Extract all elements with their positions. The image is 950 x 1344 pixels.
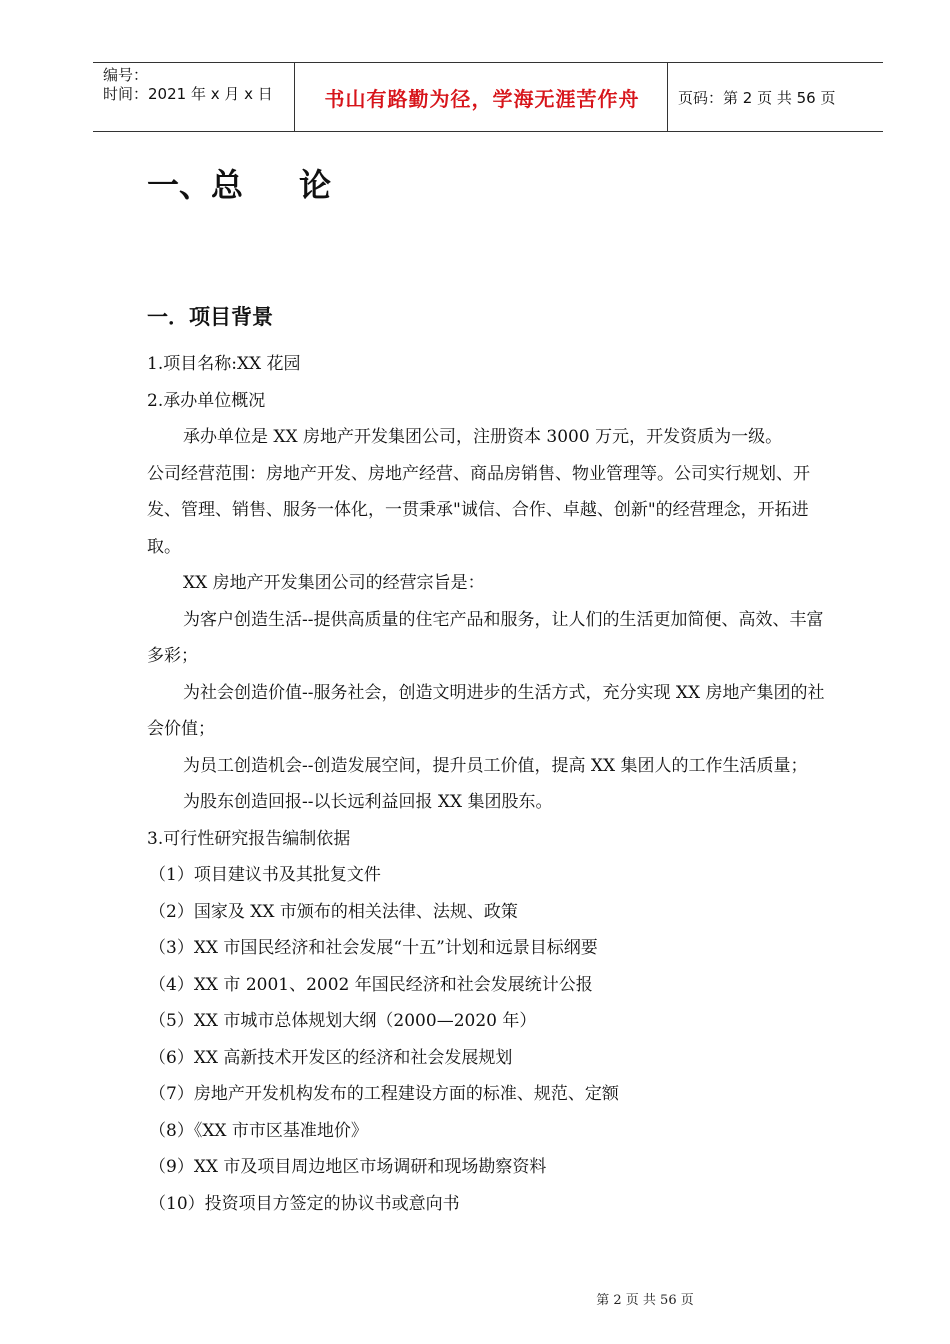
time-label: 时间：2021 年 x 月 x 日	[103, 85, 273, 103]
paragraph: XX 房地产开发集团公司的经营宗旨是：	[183, 573, 485, 593]
reference-item: （1）项目建议书及其批复文件	[149, 865, 381, 885]
page-header	[93, 62, 883, 132]
section-title: 一．项目背景	[147, 305, 273, 329]
header-meta	[103, 66, 273, 104]
chapter-title-part1: 一、总	[147, 166, 244, 204]
paragraph: 1.项目名称:XX 花园	[147, 354, 301, 374]
paragraph: 3.可行性研究报告编制依据	[147, 828, 351, 849]
paragraph: 2.承办单位概况	[147, 390, 266, 411]
paragraph: 公司经营范围：房地产开发、房地产经营、商品房销售、物业管理等。公司实行规划、开发、管理、销售、服务一体化，一贯秉承"诚信、合作、卓越、创新"的经营理念，开拓进取。	[147, 463, 810, 557]
paragraph: 为员工创造机会--创造发展空间，提升员工价值，提高 XX 集团人的工作生活质量；	[183, 755, 808, 776]
number-label: 编号：	[103, 66, 149, 84]
reference-item: （2）国家及 XX 市颁布的相关法律、法规、政策	[149, 901, 518, 922]
header-divider	[294, 63, 295, 131]
header-divider	[667, 63, 668, 131]
paragraph: 承办单位是 XX 房地产开发集团公司，注册资本 3000 万元，开发资质为一级。	[183, 427, 783, 447]
paragraph: 为社会创造价值--服务社会，创造文明进步的生活方式，充分实现 XX 房地产集团的社会价值；	[147, 682, 825, 739]
reference-item: （9）XX 市及项目周边地区市场调研和现场勘察资料	[149, 1157, 547, 1177]
chapter-title	[147, 160, 331, 206]
reference-item: （4）XX 市 2001、2002 年国民经济和社会发展统计公报	[149, 974, 593, 995]
reference-item: （8）《XX 市市区基准地价》	[149, 1120, 368, 1141]
reference-item: （6）XX 高新技术开发区的经济和社会发展规划	[149, 1047, 513, 1068]
document-body	[147, 346, 837, 1222]
header-page-info: 页码：第 2 页 共 56 页	[678, 88, 836, 107]
paragraph: 为股东创造回报--以长远利益回报 XX 集团股东。	[183, 792, 553, 812]
reference-item: （10）投资项目方签定的协议书或意向书	[149, 1193, 460, 1214]
header-motto: 书山有路勤为径，学海无涯苦作舟	[324, 86, 640, 111]
reference-item: （7）房地产开发机构发布的工程建设方面的标准、规范、定额	[149, 1084, 619, 1104]
reference-item: （5）XX 市城市总体规划大纲（2000—2020 年）	[149, 1011, 537, 1031]
paragraph: 为客户创造生活--提供高质量的住宅产品和服务，让人们的生活更加简便、高效、丰富多彩；	[147, 609, 824, 666]
page-footer: 第 2 页 共 56 页	[596, 1293, 694, 1308]
chapter-title-part2: 论	[299, 166, 332, 204]
reference-item: （3）XX 市国民经济和社会发展“十五”计划和远景目标纲要	[149, 938, 598, 958]
